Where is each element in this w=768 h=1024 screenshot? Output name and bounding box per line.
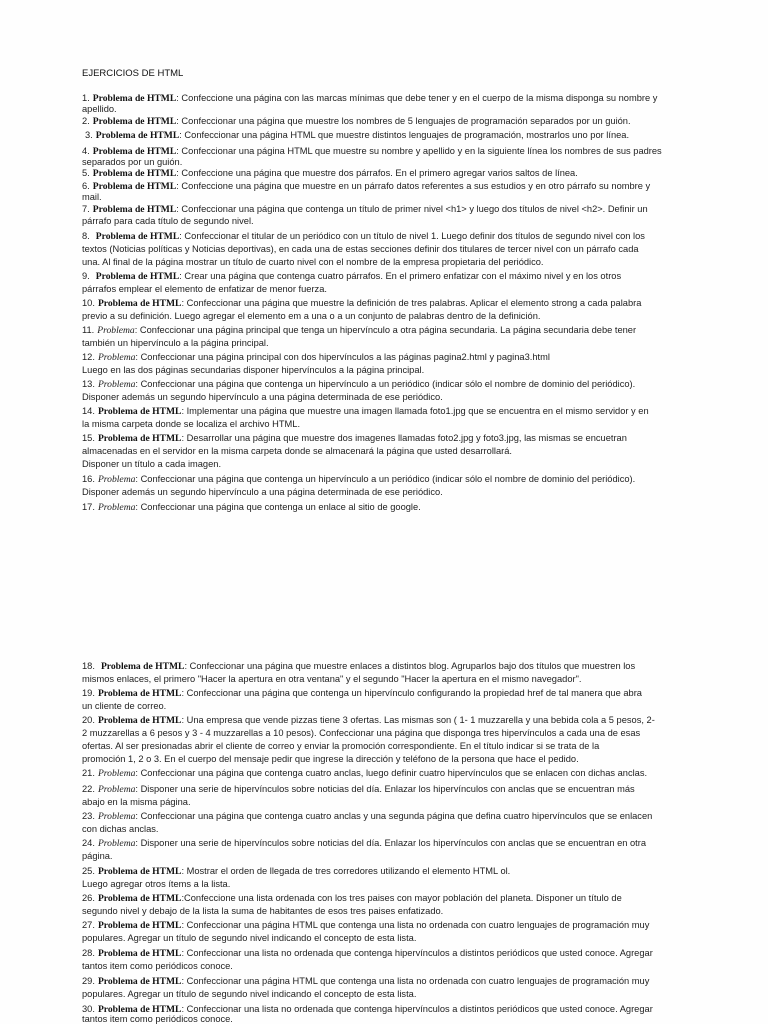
exercise-text: : Mostrar el orden de llegada de tres corredores utilizando el elemento HTML ol. xyxy=(181,866,511,876)
exercise-text: : Confeccionar una página que contenga un hipervínculo a un periódico (indicar sólo el nombre de dominio del periódico). xyxy=(135,379,636,389)
exercise-number: 11. xyxy=(82,325,95,335)
exercise-number: 18. xyxy=(82,661,95,671)
exercise-number: 16. xyxy=(82,474,95,484)
exercise-22 xyxy=(82,783,728,809)
exercise-label: Problema xyxy=(97,325,135,336)
exercise-label: Problema de HTML xyxy=(97,715,182,726)
exercise-label: Problema xyxy=(97,379,136,390)
exercise-line xyxy=(82,714,728,727)
exercise-text: : Confeccionar una página HTML que muestre su nombre y apellido y en la siguiente línea los nombres de sus padres xyxy=(176,146,662,156)
exercise-4 xyxy=(82,146,728,168)
exercise-label: Problema de HTML xyxy=(97,1004,182,1014)
exercise-24 xyxy=(82,837,728,863)
exercise-line xyxy=(82,146,728,157)
exercise-text: : Crear una página que contenga cuatro párrafos. En el primero enfatizar con el máximo nivel y en los otros xyxy=(179,271,622,281)
exercise-text: : Confeccionar una página HTML que contenga una lista no ordenada con cuatro lenguajes de programación muy xyxy=(181,976,650,986)
exercise-2 xyxy=(82,116,728,127)
exercise-label: Problema de HTML xyxy=(100,661,185,672)
exercise-7 xyxy=(82,203,728,227)
exercise-label: Problema de HTML xyxy=(92,116,177,127)
exercise-text: :Confeccione una lista ordenada con los tres paises con mayor población del planeta. Disponer un título de xyxy=(181,893,622,903)
exercise-text: : Confeccionar una página que contenga un hipervínculo a un periódico (indicar sólo el nombre de dominio del periódico). xyxy=(135,474,636,484)
exercise-label: Problema de HTML xyxy=(95,231,180,242)
exercise-text: : Confeccionar una página que muestre la definición de tres palabras. Aplicar el elemento strong a cada palabra xyxy=(181,298,642,308)
exercise-16 xyxy=(82,473,728,499)
exercise-line: con dichas anclas. xyxy=(82,824,159,834)
exercise-line xyxy=(82,116,728,127)
exercise-line: 2 muzzarellas a 6 pesos y 3 - 4 muzzarellas a 10 pesos). Confeccionar una página que disponga tres hipervínculos a cada una de esas xyxy=(82,728,641,738)
exercise-label: Problema de HTML xyxy=(92,168,177,179)
exercise-25 xyxy=(82,865,728,891)
exercise-line: Disponer un título a cada imagen. xyxy=(82,459,222,469)
exercise-text: : Implementar una página que muestre una imagen llamada foto1.jpg que se encuentra en el mismo servidor y en xyxy=(181,406,649,416)
exercise-line xyxy=(82,432,728,445)
exercise-line: una. Al final de la página mostrar un título de cuarto nivel con el nombre de la empresa propietaria del periódico. xyxy=(82,257,544,267)
exercise-label: Problema xyxy=(97,352,136,363)
exercise-label: Problema de HTML xyxy=(92,204,177,215)
exercise-number: 14. xyxy=(82,406,95,416)
exercise-number: 2. xyxy=(82,116,90,126)
exercise-text: : Confeccionar una página que muestre los nombres de 5 lenguajes de programación separados por un guión. xyxy=(176,116,631,126)
exercise-number: 13. xyxy=(82,379,95,389)
exercise-number: 22. xyxy=(82,784,95,794)
exercise-label: Problema de HTML xyxy=(92,181,177,192)
exercise-line: textos (Noticias políticas y Noticias deportivas), en cada una de estas secciones definir dos titulares de tercer nivel con un párrafo cada xyxy=(82,244,639,254)
exercise-number: 20. xyxy=(82,715,95,725)
exercise-text: : Confeccionar una lista no ordenada que contenga hipervínculos a distintos periódicos que usted conoce. Agregar xyxy=(181,1004,653,1014)
exercise-line: párrafos emplear el elemento de enfatizar de menor fuerza. xyxy=(82,284,327,294)
exercise-line xyxy=(82,687,728,700)
exercise-number: 8. xyxy=(82,231,90,241)
exercise-line: Disponer además un segundo hipervínculo a una página determinada de ese periódico. xyxy=(82,392,443,402)
exercise-line xyxy=(82,181,728,192)
exercise-line: separados por un guión. xyxy=(82,157,183,167)
exercise-30 xyxy=(82,1004,728,1024)
exercise-18 xyxy=(82,660,728,686)
exercise-line: Disponer además un segundo hipervínculo a una página determinada de ese periódico. xyxy=(82,487,443,497)
exercise-number: 1. xyxy=(82,93,90,103)
exercise-line: también un hipervínculo a la página principal. xyxy=(82,338,269,348)
exercise-number: 27. xyxy=(82,920,95,930)
exercise-number: 6. xyxy=(82,181,90,191)
exercise-29 xyxy=(82,975,728,1001)
exercise-label: Problema de HTML xyxy=(97,406,182,417)
exercise-line: previo a su definición. Luego agregar el elemento em a una o a un conjunto de palabras dentro de la definición. xyxy=(82,311,541,321)
exercise-line: párrafo para cada título de segundo nivel. xyxy=(82,216,254,226)
exercise-text: : Desarrollar una página que muestre dos imagenes llamadas foto2.jpg y foto3.jpg, las mismas se encuetran xyxy=(181,433,627,443)
exercise-number: 5. xyxy=(82,168,90,178)
exercise-text: : Confeccione una página con las marcas mínimas que debe tener y en el cuerpo de la misma disponga su nombre y xyxy=(176,93,658,103)
exercise-number: 10. xyxy=(82,298,95,308)
exercise-label: Problema xyxy=(97,768,136,779)
exercise-text: : Confeccionar una página principal que tenga un hipervínculo a otra página secundaria. La página secundaria debe tener xyxy=(134,325,637,335)
exercise-number: 30. xyxy=(82,1004,95,1014)
exercise-9 xyxy=(82,270,728,296)
exercise-28 xyxy=(82,947,728,973)
exercise-label: Problema de HTML xyxy=(92,146,177,157)
exercise-17 xyxy=(82,501,728,514)
exercise-line xyxy=(82,919,728,932)
exercise-line: página. xyxy=(82,851,113,861)
exercise-number: 21. xyxy=(82,768,95,778)
exercise-number: 24. xyxy=(82,838,95,848)
exercise-line xyxy=(82,865,728,878)
exercise-line: apellido. xyxy=(82,104,117,114)
exercise-line xyxy=(82,324,728,337)
exercise-line: promoción 1, 2 o 3. En el cuerpo del mensaje pedir que ingrese la dirección y teléfono de la persona que hace el pedido. xyxy=(82,754,579,764)
exercise-text: : Confeccionar una página HTML que muestre distintos lenguajes de programación, mostrarlos uno por línea. xyxy=(179,130,630,140)
exercise-line xyxy=(82,405,728,418)
exercise-1 xyxy=(82,93,728,115)
exercise-text: : Confeccionar una página que contenga un enlace al sitio de google. xyxy=(135,502,421,512)
exercise-15 xyxy=(82,432,728,471)
exercise-label: Problema de HTML xyxy=(97,866,182,877)
exercise-line: segundo nivel y debajo de la lista la suma de habitantes de esos tres paises enfatizado. xyxy=(82,906,444,916)
exercise-text: : Confeccionar una página que muestre enlaces a distintos blog. Agruparlos bajo dos títulos que muestren los xyxy=(184,661,636,671)
exercise-text: : Confeccionar una página que contenga un hipervínculo configurando la propiedad href de tal manera que abra xyxy=(181,688,642,698)
exercise-line xyxy=(82,837,728,850)
exercise-line xyxy=(82,473,728,486)
exercise-23 xyxy=(82,810,728,836)
exercise-line: populares. Agregar un título de segundo nivel indicando el concepto de esta lista. xyxy=(82,933,417,943)
exercise-number: 23. xyxy=(82,811,95,821)
exercise-text: : Confeccionar una página principal con dos hipervínculos a las páginas pagina2.html y pagina3.html xyxy=(135,352,550,362)
exercise-27 xyxy=(82,919,728,945)
exercise-line: un cliente de correo. xyxy=(82,701,167,711)
exercise-text: : Confeccionar una página HTML que contenga una lista no ordenada con cuatro lenguajes de programación muy xyxy=(181,920,650,930)
exercise-label: Problema de HTML xyxy=(97,976,182,987)
exercise-text: : Confeccionar una página que contenga cuatro anclas y una segunda página que defina cuatro hipervínculos que se enlacen xyxy=(135,811,653,821)
exercise-number: 4. xyxy=(82,146,90,156)
exercise-number: 3. xyxy=(85,130,93,140)
exercise-line: abajo en la misma página. xyxy=(82,797,191,807)
exercise-14 xyxy=(82,405,728,431)
exercise-text: : Disponer una serie de hipervínculos sobre noticias del día. Enlazar los hipervínculos con anclas que se encuentran más xyxy=(135,784,635,794)
exercise-5 xyxy=(82,168,728,179)
exercise-6 xyxy=(82,181,728,203)
exercise-label: Problema xyxy=(97,811,136,822)
exercise-label: Problema xyxy=(97,784,136,795)
exercise-label: Problema de HTML xyxy=(97,433,182,444)
exercise-line xyxy=(82,975,728,988)
exercise-label: Problema de HTML xyxy=(97,948,182,959)
exercise-line: la misma carpeta donde se localiza el archivo HTML. xyxy=(82,419,301,429)
exercise-line: ofertas. Al ser presionadas abrir el cliente de correo y enviar la promoción correspondiente. En el título indicar si se trata de la xyxy=(82,741,600,751)
exercise-19 xyxy=(82,687,728,713)
exercise-label: Problema xyxy=(97,838,136,849)
exercise-number: 9. xyxy=(82,271,90,281)
exercise-number: 26. xyxy=(82,893,95,903)
exercise-text: : Confeccione una página que muestre dos párrafos. En el primero agregar varios saltos de línea. xyxy=(176,168,578,178)
exercise-21 xyxy=(82,767,728,780)
exercise-label: Problema de HTML xyxy=(95,130,180,141)
exercise-line xyxy=(82,810,728,823)
exercise-line: Luego agregar otros ítems a la lista. xyxy=(82,879,231,889)
exercise-line xyxy=(82,203,728,215)
exercise-line: Luego en las dos páginas secundarias disponer hipervínculos a la página principal. xyxy=(82,365,425,375)
exercise-number: 28. xyxy=(82,948,95,958)
exercise-20 xyxy=(82,714,728,766)
exercise-label: Problema de HTML xyxy=(97,298,182,309)
exercise-label: Problema de HTML xyxy=(97,688,182,699)
exercise-number: 12. xyxy=(82,352,95,362)
exercise-number: 15. xyxy=(82,433,95,443)
exercise-text: : Confeccionar una página que contenga cuatro anclas, luego definir cuatro hipervínculos que se enlacen con dichas anclas. xyxy=(135,768,648,778)
exercise-text: : Una empresa que vende pizzas tiene 3 ofertas. Las mismas son ( 1- 1 muzzarella y una bebida cola a 5 pesos, 2- xyxy=(181,715,655,725)
exercise-number: 19. xyxy=(82,688,95,698)
exercise-line xyxy=(82,230,728,243)
exercise-line xyxy=(82,168,728,179)
exercise-text: : Confeccione una página que muestre en un párrafo datos referentes a sus estudios y en otro párrafo su nombre y xyxy=(176,181,651,191)
exercise-line xyxy=(82,947,728,960)
exercise-text: : Disponer una serie de hipervínculos sobre noticias del día. Enlazar los hipervínculos con anclas que se encuentran en otra xyxy=(135,838,647,848)
exercise-12 xyxy=(82,351,728,377)
exercise-line xyxy=(82,767,728,780)
exercise-line xyxy=(82,783,728,796)
exercise-line xyxy=(82,297,728,310)
exercise-line xyxy=(82,270,728,283)
exercise-line xyxy=(82,378,728,391)
exercise-line: mismos enlaces, el primero "Hacer la apertura en otra ventana" y el segundo "Hacer la apertura en el mismo navegador". xyxy=(82,674,582,684)
exercise-label: Problema de HTML xyxy=(97,893,182,904)
exercise-line xyxy=(85,130,731,141)
exercise-13 xyxy=(82,378,728,404)
exercise-text: : Confeccionar una lista no ordenada que contenga hipervínculos a distintos periódicos que usted conoce. Agregar xyxy=(181,948,653,958)
exercise-26 xyxy=(82,892,728,918)
exercise-line: tantos item como periódicos conoce. xyxy=(82,1014,233,1024)
exercise-label: Problema de HTML xyxy=(92,93,177,104)
exercise-line xyxy=(82,892,728,905)
exercise-number: 17. xyxy=(82,502,95,512)
exercise-line: populares. Agregar un título de segundo nivel indicando el concepto de esta lista. xyxy=(82,989,417,999)
exercise-text: : Confeccionar el titular de un periódico con un título de nivel 1. Luego definir dos títulos de segundo nivel con los xyxy=(179,231,645,241)
exercise-line xyxy=(82,351,728,364)
exercise-label: Problema de HTML xyxy=(97,920,182,931)
exercise-3 xyxy=(85,130,731,141)
exercise-line: mail. xyxy=(82,192,102,202)
exercise-line xyxy=(82,660,728,673)
exercise-line: almacenadas en el servidor en la misma carpeta donde se almacenará la página que usted desarrollará. xyxy=(82,446,512,456)
exercise-text: : Confeccionar una página que contenga un título de primer nivel <h1> y luego dos títulos de nivel <h2>. Definir un xyxy=(176,204,648,214)
exercise-number: 29. xyxy=(82,976,95,986)
exercise-line xyxy=(82,93,728,104)
exercise-8 xyxy=(82,230,728,269)
exercise-label: Problema xyxy=(97,502,136,513)
exercise-line: tantos item como periódicos conoce. xyxy=(82,961,233,971)
exercise-line xyxy=(82,1004,728,1014)
exercise-label: Problema de HTML xyxy=(95,271,180,282)
exercise-label: Problema xyxy=(97,474,136,485)
exercise-number: 25. xyxy=(82,866,95,876)
exercise-number: 7. xyxy=(82,204,90,214)
exercise-line xyxy=(82,501,728,514)
exercise-10 xyxy=(82,297,728,323)
exercise-11 xyxy=(82,324,728,350)
document-title: EJERCICIOS DE HTML xyxy=(82,68,184,79)
